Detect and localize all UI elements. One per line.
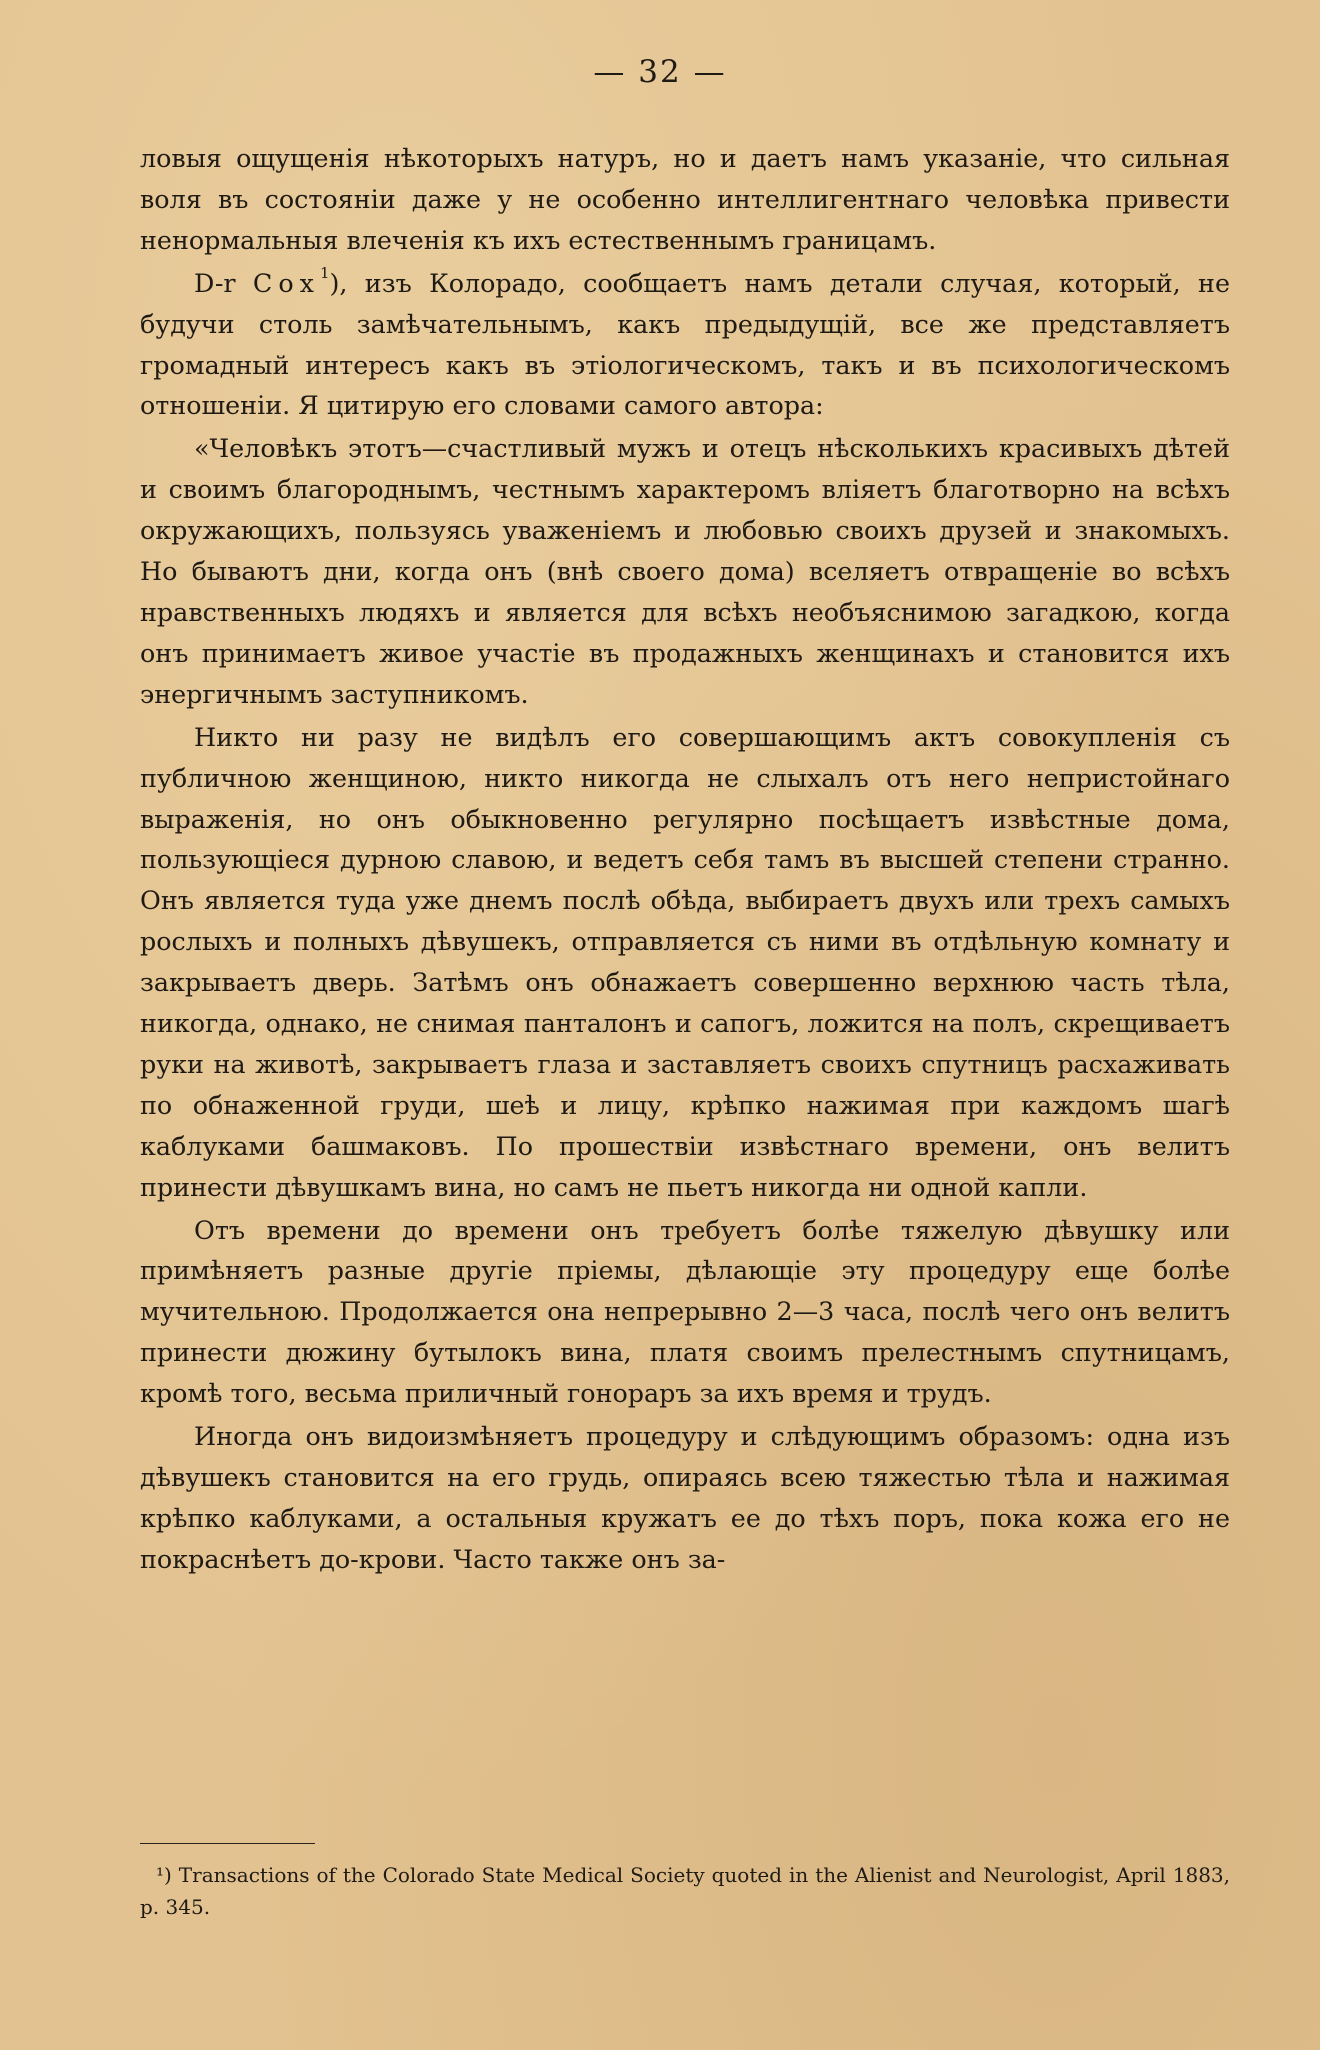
paragraph: Иногда онъ видоизмѣняетъ процедуру и слѣдующимъ образомъ: одна изъ дѣвушекъ становится на его грудь, опираясь всею тяжестью тѣла и нажимая крѣпко каблуками, а остальныя кружатъ ее до тѣхъ поръ, пока кожа его не покраснѣетъ до-крови. Часто также онъ за- [140, 1421, 1230, 1574]
paragraph: Отъ времени до времени онъ требуетъ болѣе тяжелую дѣвушку или примѣняетъ разные другіе пріемы, дѣлающіе эту процедуру еще болѣе мучительною. Продолжается она непрерывно 2—3 часа, послѣ чего онъ велитъ принести дюжину бутылокъ вина, платя своимъ прелестнымъ спутницамъ, кромѣ того, весьма приличный гонораръ за ихъ время и трудъ. [140, 1214, 1230, 1409]
page-number: — 32 — [593, 54, 727, 90]
paragraph: «Человѣкъ этотъ—счастливый мужъ и отецъ нѣсколькихъ красивыхъ дѣтей и своимъ благороднымъ, честнымъ характеромъ вліяетъ благотворно на всѣхъ окружающихъ, пользуясь уваженіемъ и любовью своихъ друзей и знакомыхъ. Но бываютъ дни, когда онъ (внѣ своего дома) вселяетъ отвращеніе во всѣхъ нравственныхъ людяхъ и является для всѣхъ необъяснимою загадкою, когда онъ принимаетъ живое участіе въ продажныхъ женщинахъ и становится ихъ энергичнымъ заступникомъ. [140, 433, 1230, 709]
paragraph [140, 263, 1230, 427]
paragraph: ловыя ощущенія нѣкоторыхъ натуръ, но и даетъ намъ указаніе, что сильная воля въ состояніи даже у не особенно интеллигентнаго человѣка привести ненормальныя влеченія къ ихъ естественнымъ границамъ. [140, 143, 1230, 255]
footnote-marker: ¹) [156, 1863, 172, 1887]
footnote [140, 1859, 1230, 1923]
author-name: Cox [252, 267, 320, 298]
footnote-body [140, 1859, 1230, 1923]
title-abbrev: D-r [194, 267, 253, 298]
footnote-ref: 1 [319, 264, 330, 283]
footnote-text: Transactions of the Colorado State Medical Society quoted in the Alienist and Neurologist, April 1883, p. 345. [140, 1863, 1231, 1919]
footnote-divider [140, 1843, 315, 1844]
paragraph: Никто ни разу не видѣлъ его совершающимъ актъ совокупленія съ публичною женщиною, никто никогда не слыхалъ отъ него непристойнаго выраженія, но онъ обыкновенно регулярно посѣщаетъ извѣстные дома, пользующіеся дурною славою, и ведетъ себя тамъ въ высшей степени странно. Онъ является туда уже днемъ послѣ обѣда, выбираетъ двухъ или трехъ самыхъ рослыхъ и полныхъ дѣвушекъ, отправляется съ ними въ отдѣльную комнату и закрываетъ дверь. Затѣмъ онъ обнажаетъ совершенно верхнюю часть тѣла, никогда, однако, не снимая панталонъ и сапогъ, ложится на полъ, скрещиваетъ руки на животѣ, закрываетъ глаза и заставляетъ своихъ спутницъ расхаживать по обнаженной груди, шеѣ и лицу, крѣпко нажимая при каждомъ шагѣ каблуками башмаковъ. По прошествіи извѣстнаго времени, онъ велитъ принести дѣвушкамъ вина, но самъ не пьетъ никогда ни одной капли. [140, 721, 1230, 1202]
main-text [140, 138, 1230, 1582]
paragraph-text: ), изъ Колорадо, сообщаетъ намъ детали случая, который, не будучи столь замѣчательнымъ, какъ предыдущій, все же представляетъ громадный интересъ какъ въ этіологическомъ, такъ и въ психологическомъ отношеніи. Я цитирую его словами самого автора: [140, 267, 1230, 421]
